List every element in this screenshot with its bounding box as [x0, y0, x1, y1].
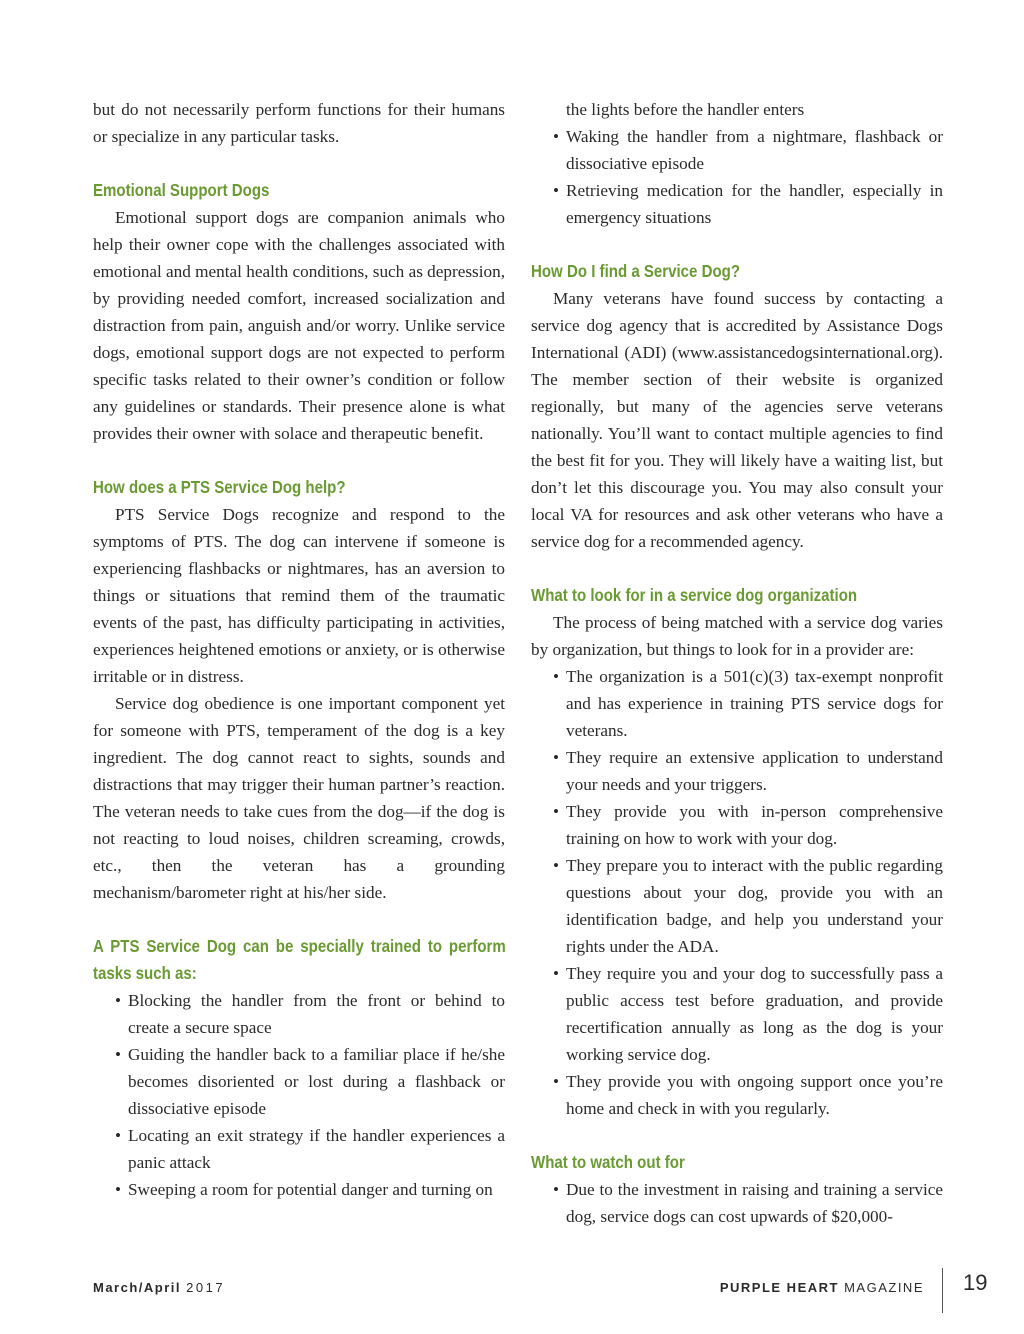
tasks-list-continued: [531, 123, 943, 231]
list-item: • The organization is a 501(c)(3) tax-exempt nonprofit and has experience in training PTS service dogs for veterans.: [566, 663, 943, 744]
emotional-support-paragraph: Emotional support dogs are companion animals who help their owner cope with the challenges associated with emotional and mental health conditions, such as depression, by providing needed comfort, increased socialization and distraction from pain, anguish and/or worry. Unlike service dogs, emotional support dogs are not expected to perform specific tasks related to their owner’s condition or follow any guidelines or standards. Their presence alone is what provides their owner with solace and therapeutic benefit.: [93, 208, 505, 443]
list-item: • They require an extensive application to understand your needs and your triggers.: [566, 744, 943, 798]
heading-what-to-watch-out-for: What to watch out for: [531, 1152, 685, 1172]
intro-continued-paragraph: but do not necessarily perform functions for their humans or specialize in any particular tasks.: [93, 100, 505, 146]
footer-year: 2017: [186, 1280, 226, 1295]
footer-divider: [942, 1268, 943, 1313]
list-item: • Retrieving medication for the handler, especially in emergency situations: [566, 177, 943, 231]
find-service-dog-paragraph: Many veterans have found success by contacting a service dog agency that is accredited by Assistance Dogs International (ADI) (www.assistancedogsinternational.org). The member section of their website is organized regionally, but many of the agencies serve veterans nationally. You’ll want to contact multiple agencies to find the best fit for you. They will likely have a waiting list, but don’t let this discourage you. You may also consult your local VA for resources and ask other veterans who have a service dog for a recommended agency.: [531, 289, 943, 551]
list-item: • Due to the investment in raising and training a service dog, service dogs can cost upwards of $20,000-: [566, 1176, 943, 1230]
heading-find-service-dog: How Do I find a Service Dog?: [531, 261, 741, 281]
page-number: 19: [963, 1270, 988, 1295]
pts-help-paragraph-2: Service dog obedience is one important component yet for someone with PTS, temperament of the dog is a key ingredient. The dog cannot react to sights, sounds and distractions that may trigger their human partner’s reaction. The veteran needs to take cues from the dog—if the dog is not reacting to loud noises, children screaming, crowds, etc., then the veteran has a grounding mechanism/barometer right at his/her side.: [93, 694, 505, 902]
watch-out-list: [531, 1176, 943, 1230]
footer-magazine-name: PURPLE HEART: [719, 1280, 839, 1295]
list-item: • Guiding the handler back to a familiar place if he/she becomes disoriented or lost during a flashback or dissociative episode: [128, 1041, 505, 1122]
tasks-list: [93, 987, 505, 1203]
right-column: [531, 96, 943, 1230]
list-item: • They require you and your dog to successfully pass a public access test before graduation, and provide recertification annually as long as the dog is your working service dog.: [566, 960, 943, 1068]
task-continued-text: the lights before the handler enters: [566, 100, 805, 119]
pts-help-paragraph-1: PTS Service Dogs recognize and respond to the symptoms of PTS. The dog can intervene if someone is experiencing flashbacks or nightmares, has an aversion to things or situations that remind them of the traumatic events of the past, has difficulty participating in activities, experiences heightened emotions or anxiety, or is otherwise irritable or in distress.: [93, 505, 505, 686]
list-item: • Waking the handler from a nightmare, flashback or dissociative episode: [566, 123, 943, 177]
list-item: • Sweeping a room for potential danger and turning on: [128, 1176, 505, 1203]
heading-pts-tasks: A PTS Service Dog can be specially trained to perform tasks such as:: [93, 936, 506, 983]
left-column: [93, 96, 505, 1203]
footer-magazine-title: [720, 1280, 924, 1295]
list-item: • They provide you with in-person comprehensive training on how to work with your dog.: [566, 798, 943, 852]
list-item: • Blocking the handler from the front or behind to create a secure space: [128, 987, 505, 1041]
look-for-list: [531, 663, 943, 1122]
footer-magazine-word: MAGAZINE: [844, 1280, 924, 1295]
heading-pts-service-dog-help: How does a PTS Service Dog help?: [93, 477, 346, 497]
footer-issue-date: [93, 1280, 225, 1295]
list-item: • They prepare you to interact with the public regarding questions about your dog, provide you with an identification badge, and help you understand your rights under the ADA.: [566, 852, 943, 960]
list-item: • Locating an exit strategy if the handler experiences a panic attack: [128, 1122, 505, 1176]
heading-emotional-support-dogs: Emotional Support Dogs: [93, 180, 270, 200]
heading-what-to-look-for: What to look for in a service dog organization: [531, 585, 858, 605]
look-for-paragraph: The process of being matched with a service dog varies by organization, but things to look for in a provider are:: [531, 613, 943, 659]
footer-month: March/April: [93, 1280, 182, 1295]
list-item: • They provide you with ongoing support once you’re home and check in with you regularly.: [566, 1068, 943, 1122]
